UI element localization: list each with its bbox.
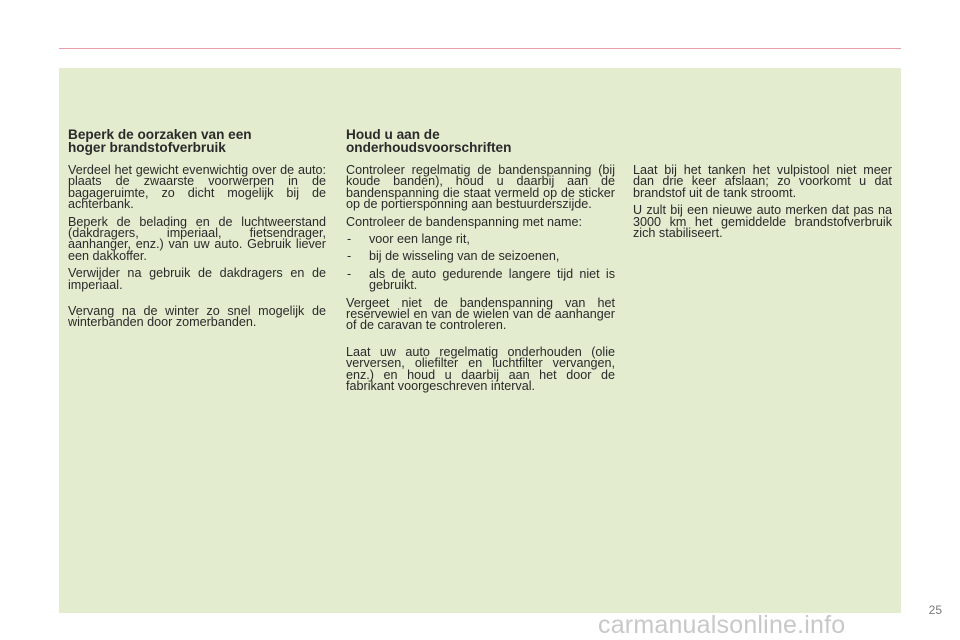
bullet-dash: - <box>347 266 352 281</box>
top-divider-rule <box>59 48 901 49</box>
watermark-text: carmanualsonline.info <box>598 611 846 639</box>
paragraph: Controleer de bandenspanning met name: <box>346 214 582 229</box>
list-item-text: voor een lange rit, <box>369 232 470 247</box>
paragraph: Verwijder na gebruik de dakdragers en de imperiaal. <box>68 266 326 292</box>
section-maintenance <box>346 128 615 399</box>
heading-line-1: Houd u aan de <box>346 127 440 142</box>
paragraph: Vergeet niet de bandenspanning van het reservewiel en van de wielen van de aanhanger of de caravan te controleren. <box>346 295 615 333</box>
list-item <box>346 251 615 262</box>
section-fuel-consumption <box>68 128 326 335</box>
section-refueling <box>633 165 892 245</box>
list-item-text: bij de wisseling van de seizoenen, <box>369 249 560 264</box>
list-item <box>346 266 615 293</box>
section-heading <box>346 128 615 154</box>
paragraph: Laat uw auto regelmatig onderhouden (olie verversen, oliefilter en luchtfilter vervangen, enz.) en houd u daarbij aan het door de fabrikant voorgeschreven interval. <box>346 344 615 394</box>
list-item-text: als de auto gedurende langere tijd niet is gebruikt. <box>369 266 615 293</box>
paragraph: Verdeel het gewicht evenwichtig over de auto: plaats de zwaarste voorwerpen in de bagageruimte, zo dicht mogelijk bij de achterbank. <box>68 163 326 212</box>
section-heading <box>68 128 326 154</box>
page-number: 25 <box>928 603 942 617</box>
paragraph: Laat bij het tanken het vulpistool niet meer dan drie keer afslaan; zo voorkomt u dat brandstof uit de tank stroomt. <box>633 163 892 200</box>
paragraph: U zult bij een nieuwe auto merken dat pas na 3000 km het gemiddelde brandstofverbruik zich stabiliseert. <box>633 203 892 241</box>
bullet-dash: - <box>347 249 352 264</box>
tire-pressure-list <box>346 234 615 292</box>
list-item <box>346 234 615 245</box>
paragraph: Beperk de belading en de luchtweerstand (dakdragers, imperiaal, fietsendrager, aanhanger, enz.) van uw auto. Gebruik liever een dakkoffer. <box>68 214 326 263</box>
paragraph: Controleer regelmatig de bandenspanning (bij koude banden), houd u daarbij aan de bandenspanning die staat vermeld op de sticker op de portiersponning aan bestuurderszijde. <box>346 163 615 212</box>
paragraph: Vervang na de winter zo snel mogelijk de winterbanden door zomerbanden. <box>68 304 326 330</box>
heading-line-2: onderhoudsvoorschriften <box>346 140 512 155</box>
heading-line-2: hoger brandstofverbruik <box>68 140 226 155</box>
bullet-dash: - <box>347 232 352 247</box>
heading-line-1: Beperk de oorzaken van een <box>68 127 252 142</box>
